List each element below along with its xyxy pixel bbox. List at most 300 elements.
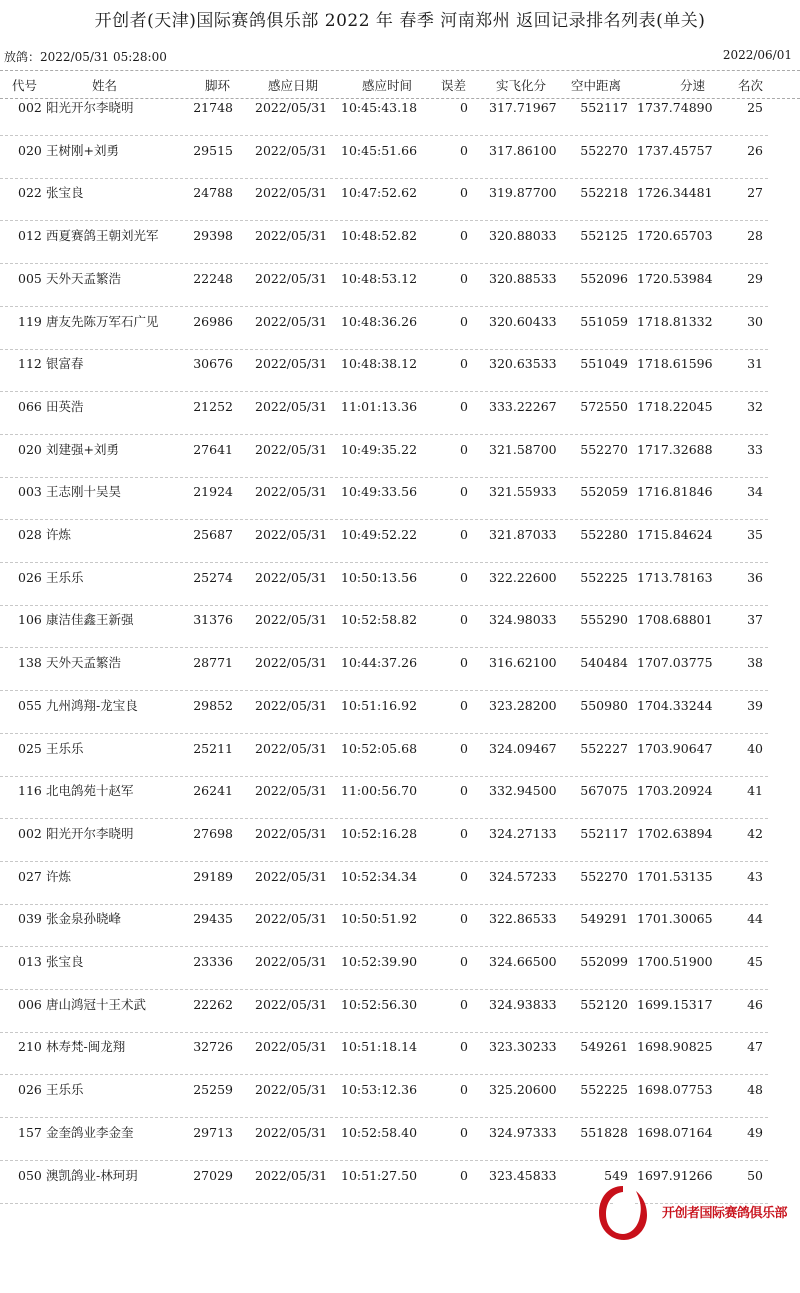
cell-ring: 28771 xyxy=(193,655,233,671)
cell-name: 银富春 xyxy=(46,356,84,372)
cell-time: 10:52:05.68 xyxy=(341,740,418,756)
table-row xyxy=(0,947,800,990)
cell-time: 10:47:52.62 xyxy=(341,185,418,201)
cell-speed: 1726.34481 xyxy=(637,185,713,201)
cell-code: 002 xyxy=(18,825,42,841)
cell-rank: 34 xyxy=(747,484,763,500)
cell-fly: 333.22267 xyxy=(489,398,557,414)
cell-time: 10:52:34.34 xyxy=(341,868,418,884)
cell-error: 0 xyxy=(460,441,468,457)
table-row xyxy=(0,520,800,563)
cell-fly: 324.66500 xyxy=(489,954,557,969)
cell-name: 王乐乐 xyxy=(46,1082,84,1098)
cell-fly: 320.63533 xyxy=(489,356,557,372)
cell-date: 2022/05/31 xyxy=(255,1167,328,1183)
cell-dist: 552125 xyxy=(580,228,628,244)
cell-fly: 317.71967 xyxy=(489,100,557,115)
cell-date: 2022/05/31 xyxy=(255,569,328,585)
cell-fly: 324.97333 xyxy=(489,1124,557,1140)
table-row xyxy=(0,990,800,1033)
cell-time: 10:45:51.66 xyxy=(341,142,418,158)
table-row xyxy=(0,862,800,905)
cell-date: 2022/05/31 xyxy=(255,356,328,372)
cell-name: 林寿梵-闽龙翔 xyxy=(46,1039,126,1055)
cell-error: 0 xyxy=(460,569,468,585)
cell-fly: 332.94500 xyxy=(489,783,557,799)
col-error: 误差 xyxy=(441,78,467,93)
cell-fly: 325.20600 xyxy=(489,1082,557,1098)
cell-ring: 29515 xyxy=(193,142,233,158)
cell-date: 2022/05/31 xyxy=(255,1082,328,1098)
cell-name: 许炼 xyxy=(46,868,72,884)
cell-ring: 21748 xyxy=(193,100,233,115)
cell-time: 10:51:27.50 xyxy=(341,1167,418,1183)
cell-speed: 1701.30065 xyxy=(637,911,713,927)
cell-code: 112 xyxy=(18,356,42,372)
cell-name: 金奎鸽业李金奎 xyxy=(46,1124,134,1140)
cell-code: 022 xyxy=(18,185,42,201)
cell-error: 0 xyxy=(460,142,468,158)
cell-dist: 555290 xyxy=(580,612,628,628)
cell-ring: 22262 xyxy=(193,996,233,1012)
cell-date: 2022/05/31 xyxy=(255,740,328,756)
cell-code: 055 xyxy=(18,697,42,713)
cell-name: 西夏赛鸽王朝刘光军 xyxy=(46,228,159,244)
cell-code: 003 xyxy=(18,484,42,500)
cell-code: 006 xyxy=(18,996,42,1012)
cell-time: 10:50:13.56 xyxy=(341,569,418,585)
cell-name: 张金泉孙晓峰 xyxy=(46,911,122,927)
cell-ring: 27029 xyxy=(193,1167,233,1183)
cell-name: 澳凯鸽业-林珂玥 xyxy=(46,1167,138,1183)
cell-time: 10:45:43.18 xyxy=(341,100,418,115)
cell-time: 10:51:18.14 xyxy=(341,1039,418,1055)
cell-date: 2022/05/31 xyxy=(255,185,328,201)
cell-fly: 323.28200 xyxy=(489,697,557,713)
cell-speed: 1698.07164 xyxy=(637,1124,713,1140)
cell-dist: 552096 xyxy=(580,270,628,286)
cell-name: 刘建强+刘勇 xyxy=(46,441,119,457)
cell-rank: 42 xyxy=(747,825,763,841)
cell-name: 张宝良 xyxy=(46,185,84,201)
col-speed: 分速 xyxy=(680,78,706,93)
cell-error: 0 xyxy=(460,740,468,756)
cell-time: 10:52:56.30 xyxy=(341,996,418,1012)
cell-name: 阳光开尔李晓明 xyxy=(46,825,134,841)
cell-name: 许炼 xyxy=(46,527,72,542)
cell-fly: 323.45833 xyxy=(489,1167,557,1183)
cell-name: 康洁佳鑫王新强 xyxy=(46,612,134,628)
cell-ring: 30676 xyxy=(193,356,233,372)
cell-speed: 1700.51900 xyxy=(637,954,713,969)
cell-date: 2022/05/31 xyxy=(255,313,328,329)
cell-date: 2022/05/31 xyxy=(255,484,328,500)
cell-code: 002 xyxy=(18,100,42,115)
cell-name: 张宝良 xyxy=(46,954,84,969)
cell-code: 050 xyxy=(18,1167,42,1183)
cell-rank: 40 xyxy=(747,740,763,756)
cell-date: 2022/05/31 xyxy=(255,868,328,884)
cell-rank: 31 xyxy=(747,356,763,372)
cell-fly: 322.86533 xyxy=(489,911,557,927)
cell-time: 10:52:58.40 xyxy=(341,1124,418,1140)
cell-rank: 29 xyxy=(747,270,763,286)
cell-dist: 552099 xyxy=(580,954,628,969)
table-row xyxy=(0,776,800,819)
cell-error: 0 xyxy=(460,954,468,969)
cell-code: 005 xyxy=(18,270,42,286)
cell-time: 10:50:51.92 xyxy=(341,911,418,927)
cell-dist: 550980 xyxy=(580,697,628,713)
cell-code: 028 xyxy=(18,527,42,542)
cell-code: 116 xyxy=(18,783,42,799)
cell-time: 10:49:52.22 xyxy=(341,527,418,542)
cell-fly: 320.60433 xyxy=(489,313,557,329)
cell-speed: 1720.65703 xyxy=(637,228,713,244)
cell-speed: 1701.53135 xyxy=(637,868,713,884)
cell-date: 2022/05/31 xyxy=(255,911,328,927)
cell-speed: 1720.53984 xyxy=(637,270,713,286)
cell-name: 阳光开尔李晓明 xyxy=(46,100,134,115)
table-row xyxy=(0,691,800,734)
cell-speed: 1737.74890 xyxy=(637,100,713,115)
cell-dist: 552227 xyxy=(580,740,628,756)
cell-name: 王乐乐 xyxy=(46,740,84,756)
report-title: 开创者(天津)国际赛鸽俱乐部 2022 年 春季 河南郑州 返回记录排名列表(单关) xyxy=(94,11,706,31)
col-fly: 实飞化分 xyxy=(496,78,547,93)
cell-date: 2022/05/31 xyxy=(255,142,328,158)
cell-error: 0 xyxy=(460,484,468,500)
cell-rank: 30 xyxy=(747,313,763,329)
cell-dist: 549291 xyxy=(580,911,628,927)
cell-error: 0 xyxy=(460,655,468,671)
header-divider xyxy=(0,70,800,71)
cell-code: 013 xyxy=(18,954,42,969)
table-row xyxy=(0,93,800,136)
table-row xyxy=(0,221,800,264)
cell-fly: 324.98033 xyxy=(489,612,557,628)
cell-code: 020 xyxy=(18,441,42,457)
col-code: 代号 xyxy=(12,78,38,93)
cell-rank: 43 xyxy=(747,868,763,884)
table-row xyxy=(0,1032,800,1075)
cell-ring: 27641 xyxy=(193,441,233,457)
cell-code: 106 xyxy=(18,612,42,628)
cell-dist: 552280 xyxy=(580,527,628,542)
cell-error: 0 xyxy=(460,270,468,286)
cell-error: 0 xyxy=(460,996,468,1012)
cell-date: 2022/05/31 xyxy=(255,441,328,457)
table-row xyxy=(0,734,800,777)
table-row xyxy=(0,178,800,221)
cell-dist: 552059 xyxy=(580,484,628,500)
cell-rank: 25 xyxy=(747,100,763,115)
cell-name: 田英浩 xyxy=(46,398,84,414)
cell-time: 10:44:37.26 xyxy=(341,655,418,671)
cell-dist: 552218 xyxy=(580,185,628,201)
cell-ring: 27698 xyxy=(193,825,233,841)
cell-fly: 319.87700 xyxy=(489,185,557,201)
cell-rank: 37 xyxy=(747,612,763,628)
cell-ring: 25274 xyxy=(193,569,233,585)
cell-code: 138 xyxy=(18,655,42,671)
table-row xyxy=(0,648,800,691)
cell-error: 0 xyxy=(460,911,468,927)
cell-rank: 45 xyxy=(747,954,763,969)
cell-time: 10:49:33.56 xyxy=(341,484,418,500)
cell-rank: 50 xyxy=(747,1167,763,1183)
cell-ring: 29398 xyxy=(193,228,233,244)
cell-dist: 549261 xyxy=(580,1039,628,1055)
cell-date: 2022/05/31 xyxy=(255,996,328,1012)
cell-date: 2022/05/31 xyxy=(255,697,328,713)
cell-speed: 1703.20924 xyxy=(637,783,713,799)
cell-rank: 46 xyxy=(747,996,763,1012)
cell-time: 10:49:35.22 xyxy=(341,441,418,457)
cell-dist: 572550 xyxy=(580,398,628,414)
table-row xyxy=(0,1118,800,1161)
col-rank: 名次 xyxy=(738,78,764,93)
cell-rank: 41 xyxy=(747,783,763,799)
cell-rank: 39 xyxy=(747,697,763,713)
cell-dist: 552270 xyxy=(580,868,628,884)
cell-speed: 1703.90647 xyxy=(637,740,713,756)
cell-speed: 1708.68801 xyxy=(637,612,713,628)
cell-error: 0 xyxy=(460,228,468,244)
cell-ring: 22248 xyxy=(193,270,233,286)
cell-dist: 551049 xyxy=(580,356,628,372)
cell-fly: 320.88033 xyxy=(489,228,557,244)
cell-date: 2022/05/31 xyxy=(255,1124,328,1140)
cell-dist: 567075 xyxy=(580,783,628,799)
cell-ring: 31376 xyxy=(193,612,233,628)
cell-time: 11:00:56.70 xyxy=(341,783,418,799)
cell-date: 2022/05/31 xyxy=(255,612,328,628)
cell-dist: 552225 xyxy=(580,569,628,585)
cell-code: 157 xyxy=(18,1124,42,1140)
club-logo xyxy=(592,1184,792,1244)
cell-time: 10:52:39.90 xyxy=(341,954,418,969)
cell-speed: 1699.15317 xyxy=(637,996,713,1012)
cell-time: 10:48:53.12 xyxy=(341,270,418,286)
cell-rank: 36 xyxy=(747,569,763,585)
cell-speed: 1698.90825 xyxy=(637,1039,713,1055)
cell-fly: 322.22600 xyxy=(489,569,557,585)
table-row xyxy=(0,435,800,478)
cell-name: 唐友先陈万军石广见 xyxy=(46,313,159,329)
cell-error: 0 xyxy=(460,1039,468,1055)
cell-fly: 324.27133 xyxy=(489,825,557,841)
cell-speed: 1737.45757 xyxy=(637,142,713,158)
cell-fly: 324.09467 xyxy=(489,740,557,756)
col-date: 感应日期 xyxy=(268,78,319,93)
table-row xyxy=(0,904,800,947)
cell-time: 10:52:58.82 xyxy=(341,612,418,628)
cell-error: 0 xyxy=(460,1082,468,1098)
cell-speed: 1718.22045 xyxy=(637,398,713,414)
col-ring: 脚环 xyxy=(205,78,231,93)
table-row xyxy=(0,136,800,179)
cell-name: 天外天孟繁浩 xyxy=(46,655,122,671)
cell-ring: 21252 xyxy=(193,398,233,414)
cell-date: 2022/05/31 xyxy=(255,527,328,542)
table-row xyxy=(0,307,800,350)
cell-rank: 32 xyxy=(747,398,763,414)
cell-fly: 321.55933 xyxy=(489,484,557,500)
cell-date: 2022/05/31 xyxy=(255,100,328,115)
cell-code: 026 xyxy=(18,1082,42,1098)
cell-ring: 25211 xyxy=(193,740,233,756)
table-row xyxy=(0,477,800,520)
cell-error: 0 xyxy=(460,868,468,884)
cell-error: 0 xyxy=(460,527,468,542)
table-row xyxy=(0,605,800,648)
cell-dist: 552270 xyxy=(580,142,628,158)
cell-code: 027 xyxy=(18,868,42,884)
cell-speed: 1702.63894 xyxy=(637,825,713,841)
cell-speed: 1713.78163 xyxy=(637,569,713,585)
cell-ring: 21924 xyxy=(193,484,233,500)
cell-time: 10:52:16.28 xyxy=(341,825,418,841)
cell-ring: 26241 xyxy=(193,783,233,799)
cell-time: 10:51:16.92 xyxy=(341,697,418,713)
cell-code: 039 xyxy=(18,911,42,927)
cell-date: 2022/05/31 xyxy=(255,228,328,244)
cell-code: 020 xyxy=(18,142,42,158)
cell-rank: 26 xyxy=(747,142,763,158)
cell-date: 2022/05/31 xyxy=(255,655,328,671)
cell-fly: 324.57233 xyxy=(489,868,557,884)
cell-date: 2022/05/31 xyxy=(255,270,328,286)
cell-rank: 27 xyxy=(747,185,763,201)
cell-speed: 1707.03775 xyxy=(637,655,713,671)
cell-fly: 323.30233 xyxy=(489,1039,557,1055)
cell-code: 025 xyxy=(18,740,42,756)
table-row xyxy=(0,392,800,435)
cell-code: 012 xyxy=(18,228,42,244)
col-name: 姓名 xyxy=(92,78,118,93)
cell-speed: 1704.33244 xyxy=(637,697,713,713)
cell-speed: 1715.84624 xyxy=(637,527,713,542)
cell-rank: 47 xyxy=(747,1039,763,1055)
cell-ring: 25259 xyxy=(193,1082,233,1098)
cell-time: 10:53:12.36 xyxy=(341,1082,418,1098)
cell-rank: 49 xyxy=(747,1124,763,1140)
cell-fly: 324.93833 xyxy=(489,996,557,1012)
cell-error: 0 xyxy=(460,612,468,628)
cell-name: 王乐乐 xyxy=(46,569,84,585)
cell-date: 2022/05/31 xyxy=(255,825,328,841)
table-row xyxy=(0,563,800,606)
club-seal-icon xyxy=(596,1184,650,1242)
cell-date: 2022/05/31 xyxy=(255,783,328,799)
cell-error: 0 xyxy=(460,313,468,329)
cell-dist: 552225 xyxy=(580,1082,628,1098)
cell-ring: 32726 xyxy=(193,1039,233,1055)
cell-date: 2022/05/31 xyxy=(255,954,328,969)
cell-ring: 29189 xyxy=(193,868,233,884)
cell-fly: 320.88533 xyxy=(489,270,557,286)
cell-name: 王树刚+刘勇 xyxy=(46,142,119,158)
release-time: 放鸽：2022/05/31 05:28:00 xyxy=(4,50,167,64)
cell-rank: 48 xyxy=(747,1082,763,1098)
cell-time: 10:48:38.12 xyxy=(341,356,418,372)
cell-rank: 33 xyxy=(747,441,763,457)
cell-time: 11:01:13.36 xyxy=(341,398,418,414)
cell-date: 2022/05/31 xyxy=(255,1039,328,1055)
cell-dist: 551828 xyxy=(580,1124,628,1140)
cell-time: 10:48:36.26 xyxy=(341,313,418,329)
cell-ring: 29435 xyxy=(193,911,233,927)
cell-code: 210 xyxy=(18,1039,42,1055)
cell-fly: 321.58700 xyxy=(489,441,557,457)
print-date: 2022/06/01 xyxy=(722,48,792,62)
cell-dist: 549 xyxy=(604,1167,628,1183)
cell-name: 九州鸿翔-龙宝良 xyxy=(46,697,138,713)
cell-rank: 44 xyxy=(747,911,763,927)
cell-ring: 26986 xyxy=(193,313,233,329)
cell-ring: 25687 xyxy=(193,527,233,542)
table-row xyxy=(0,264,800,307)
cell-speed: 1697.91266 xyxy=(637,1167,713,1183)
cell-error: 0 xyxy=(460,356,468,372)
cell-error: 0 xyxy=(460,783,468,799)
cell-fly: 321.87033 xyxy=(489,527,557,542)
cell-error: 0 xyxy=(460,100,468,115)
col-dist: 空中距离 xyxy=(571,78,622,93)
cell-name: 北电鸽苑十赵军 xyxy=(46,783,134,799)
cell-ring: 29713 xyxy=(193,1124,233,1140)
cell-ring: 29852 xyxy=(193,697,233,713)
cell-code: 119 xyxy=(18,313,42,329)
table-row xyxy=(0,349,800,392)
cell-speed: 1717.32688 xyxy=(637,441,713,457)
cell-name: 王志刚十吴昊 xyxy=(46,484,122,500)
cell-name: 唐山鸿冠十王术武 xyxy=(46,996,147,1012)
cell-rank: 28 xyxy=(747,228,763,244)
cell-speed: 1718.61596 xyxy=(637,356,713,372)
cell-rank: 35 xyxy=(747,527,763,542)
cell-speed: 1718.81332 xyxy=(637,313,713,329)
col-time: 感应时间 xyxy=(362,78,413,93)
cell-ring: 24788 xyxy=(193,185,233,201)
cell-error: 0 xyxy=(460,398,468,414)
club-logo-text: 开创者国际赛鸽俱乐部 xyxy=(662,1206,788,1221)
cell-name: 天外天孟繁浩 xyxy=(46,270,122,286)
cell-dist: 552120 xyxy=(580,996,628,1012)
cell-ring: 23336 xyxy=(193,954,233,969)
cell-error: 0 xyxy=(460,1124,468,1140)
table-row xyxy=(0,819,800,862)
cell-dist: 552117 xyxy=(580,825,628,841)
cell-time: 10:48:52.82 xyxy=(341,228,418,244)
cell-speed: 1698.07753 xyxy=(637,1082,713,1098)
cell-dist: 551059 xyxy=(580,313,628,329)
table-row xyxy=(0,1075,800,1118)
cell-code: 066 xyxy=(18,398,42,414)
cell-error: 0 xyxy=(460,825,468,841)
cell-dist: 540484 xyxy=(580,655,628,671)
cell-date: 2022/05/31 xyxy=(255,398,328,414)
cell-dist: 552117 xyxy=(580,100,628,115)
cell-error: 0 xyxy=(460,185,468,201)
cell-rank: 38 xyxy=(747,655,763,671)
cell-error: 0 xyxy=(460,1167,468,1183)
cell-fly: 317.86100 xyxy=(489,142,557,158)
cell-error: 0 xyxy=(460,697,468,713)
cell-fly: 316.62100 xyxy=(489,655,557,671)
cell-dist: 552270 xyxy=(580,441,628,457)
